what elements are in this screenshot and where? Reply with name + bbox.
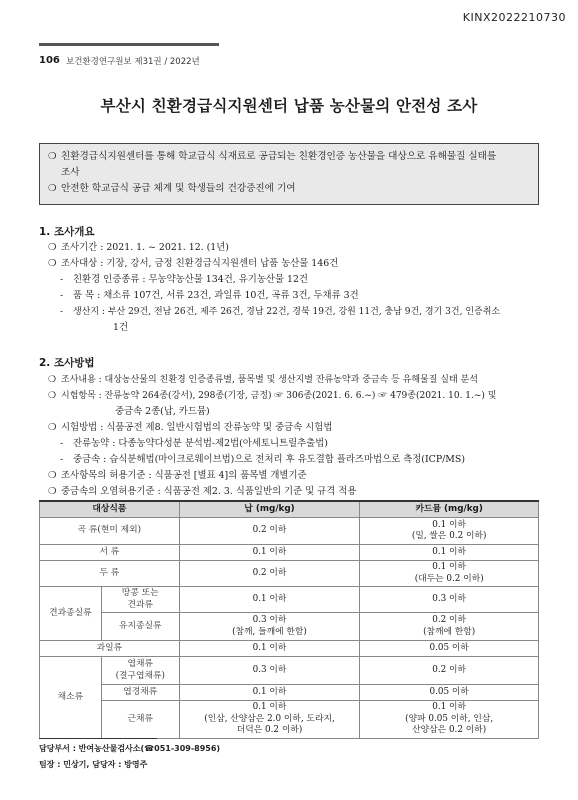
document-id: KINX2022210730 (462, 11, 566, 24)
summary-box (39, 143, 539, 205)
list-item-continuation: 1건 (113, 322, 129, 333)
table-row: 과일류 0.1 이하 0.05 이하 (40, 641, 539, 657)
list-item: ❍ 조사대상 : 기장, 강서, 금정 친환경급식지원센터 납품 농산물 146건 (48, 258, 339, 269)
circle-bullet-icon: ❍ (48, 183, 57, 194)
list-item: ❍ 조사기간 : 2021. 1. ~ 2021. 12. (1년) (48, 242, 229, 253)
footer-staff: 팀장 : 민상기, 담당자 : 방영주 (39, 760, 148, 769)
table-row: 엽경채류 0.1 이하 0.05 이하 (40, 685, 539, 701)
footer-rule (39, 738, 157, 739)
section-title-overview: 1. 조사개요 (39, 226, 95, 238)
journal-title: 보건환경연구원보 제31권 / 2022년 (66, 57, 200, 67)
section-title-method: 2. 조사방법 (39, 357, 95, 369)
list-item: - 잔류농약 : 다종농약다성분 분석법-제2법(아세토니트릴추출법) (60, 438, 328, 449)
heavy-metal-limits-table (39, 500, 539, 739)
list-item: ❍ 시험항목 : 잔류농약 264종(강서), 298종(기장, 금정) ☞ 306종(2021. 6. 6.~) ☞ 479종(2021. 10. 1.~) 및 (48, 391, 497, 401)
table-row: 유지종실류 0.3 이하 (참깨, 들깨에 한함) 0.2 이하 (참깨에 한함) (40, 613, 539, 641)
table-row: 곡 류(현미 제외) 0.2 이하 0.1 이하 (밀, 쌀은 0.2 이하) (40, 518, 539, 545)
list-item: - 생산지 : 부산 29건, 전남 26건, 제주 26건, 경남 22건, 경북 19건, 강원 11건, 충남 9건, 경기 3건, 인증취소 (60, 307, 501, 317)
table-row: 근채류 0.1 이하 (인삼, 산양삼은 2.0 이하, 도라지, 더덕은 0.2 이하) 0.1 이하 (양파 0.05 이하, 인삼, 산양삼은 0.2 이하) (40, 701, 539, 739)
list-item-continuation: 중금속 2종(납, 카드뮴) (115, 406, 210, 417)
list-item: ❍ 조사항목의 허용기준 : 식품공전 [별표 4]의 품목별 개별기준 (48, 470, 307, 481)
table-row: 견과종실류 땅콩 또는 견과류 0.1 이하 0.3 이하 (40, 587, 539, 613)
list-item: - 중금속 : 습식분해법(마이크로웨이브법)으로 전처리 후 유도결합 플라즈마법으로 측정(ICP/MS) (60, 454, 465, 465)
list-item: - 품 목 : 채소류 107건, 서류 23건, 과일류 10건, 곡류 3건, 두채류 3건 (60, 290, 359, 301)
table-row: 채소류 엽채류 (결구엽채류) 0.3 이하 0.2 이하 (40, 657, 539, 685)
list-item: ❍ 중금속의 오염허용기준 : 식품공전 제2. 3. 식품일반의 기준 및 규격 적용 (48, 486, 357, 497)
summary-item: ❍ 친환경급식지원센터를 통해 학교급식 식재료로 공급되는 친환경인증 농산물을 대상으로 유해물질 실태를 조사 (48, 151, 497, 178)
column-header: 납 (mg/kg) (179, 501, 360, 518)
column-header: 대상식품 (40, 501, 180, 518)
table-header-row (40, 501, 539, 518)
summary-item: ❍ 안전한 학교급식 공급 체계 및 학생들의 건강증진에 기여 (48, 181, 530, 197)
header-rule (39, 43, 219, 46)
list-item: ❍ 조사내용 : 대상농산물의 친환경 인증종류별, 품목별 및 생산지별 잔류농약과 중금속 등 유해물질 실태 분석 (48, 375, 478, 385)
table-row: 서 류 0.1 이하 0.1 이하 (40, 545, 539, 561)
list-item: ❍ 시험방법 : 식품공전 제8. 일반시험법의 잔류농약 및 중금속 시험법 (48, 422, 333, 433)
table-row: 두 류 0.2 이하 0.1 이하 (대두는 0.2 이하) (40, 561, 539, 587)
page-title: 부산시 친환경급식지원센터 납품 농산물의 안전성 조사 (100, 97, 478, 115)
list-item: - 친환경 인증종류 : 무농약농산물 134건, 유기농산물 12건 (60, 274, 308, 285)
footer-department: 담당부서 : 반여농산물검사소(☎051-309-8956) (39, 744, 221, 753)
circle-bullet-icon: ❍ (48, 151, 57, 162)
page-number: 106 (39, 55, 60, 66)
column-header: 카드뮴 (mg/kg) (360, 501, 539, 518)
